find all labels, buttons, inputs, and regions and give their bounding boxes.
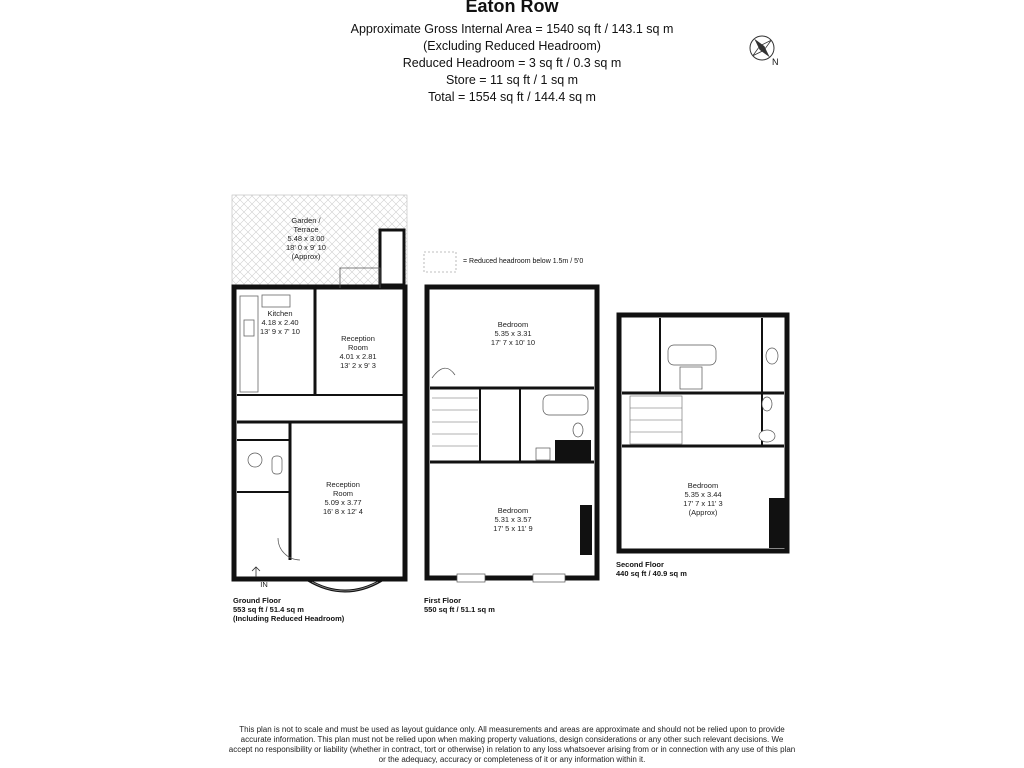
garden-label-line-1: Garden / <box>291 216 321 225</box>
kitchen-label-line-2: 4.18 x 2.40 <box>261 318 299 327</box>
first-floor-plan <box>424 287 597 614</box>
kitchen-label-line-1: Kitchen <box>267 309 293 318</box>
sf-bedroom-label-line-2: 5.35 x 3.44 <box>684 490 722 499</box>
garden-label-line-3: 5.48 x 3.00 <box>287 234 325 243</box>
reception-2-label-line-4: 16' 8 x 12' 4 <box>323 507 363 516</box>
sf-bedroom-label-line-1: Bedroom <box>687 481 719 490</box>
second-floor-name: Second Floor <box>616 560 664 569</box>
ground-floor-name: Ground Floor <box>233 596 281 605</box>
area-line-store: Store = 11 sq ft / 1 sq m <box>445 73 579 87</box>
sf-bedroom-label-line-3: 17' 7 x 11' 3 <box>683 499 723 508</box>
ff-bedroom-1-label-line-1: Bedroom <box>497 320 529 329</box>
reception-2-label-line-2: Room <box>332 489 354 498</box>
ff-bedroom-1-label-line-2: 5.35 x 3.31 <box>494 329 532 338</box>
compass-north-label: N <box>772 57 779 67</box>
ff-bedroom-2-label-line-2: 5.31 x 3.57 <box>494 515 532 524</box>
reception-1-label-line-4: 13' 2 x 9' 3 <box>340 361 376 370</box>
reception-1-label-line-1: Reception <box>341 334 375 343</box>
area-line-reduced: Reduced Headroom = 3 sq ft / 0.3 sq m <box>402 56 622 70</box>
entrance-label: IN <box>260 580 268 589</box>
second-floor-plan <box>616 315 787 578</box>
disclaimer-text: This plan is not to scale and must be used as layout guidance only. All measurements and areas are approximate and should not be relied upon to provide accurate information. This plan must not be relied upon when making property valuations, design considerations or any other such relevant decisions. We accept no responsibility or liability (whether in contract, tort or otherwise) in relation to any loss whatsoever arising from or in connection with any use of this plan or the adequacy, accuracy or completeness of it or any information within it. <box>228 725 796 764</box>
second-floor-area: 440 sq ft / 40.9 sq m <box>616 569 687 578</box>
sf-bedroom-label-line-4: (Approx) <box>688 508 718 517</box>
garden-label-line-5: (Approx) <box>291 252 321 261</box>
property-title: Eaton Row <box>465 0 559 16</box>
store-outline <box>380 230 404 285</box>
reception-1-label-line-2: Room <box>347 343 369 352</box>
ground-floor-note: (Including Reduced Headroom) <box>233 614 345 623</box>
area-line-gross: Approximate Gross Internal Area = 1540 sq ft / 143.1 sq m <box>350 22 674 36</box>
ff-bedroom-1-label-line-3: 17' 7 x 10' 10 <box>490 338 536 347</box>
ff-bedroom-2-label-line-3: 17' 5 x 11' 9 <box>493 524 533 533</box>
reduced-headroom-swatch <box>424 252 456 272</box>
reduced-headroom-legend: = Reduced headroom below 1.5m / 5'0 <box>463 258 584 265</box>
reception-2-label-line-3: 5.09 x 3.77 <box>324 498 362 507</box>
reception-2-label-line-1: Reception <box>326 480 360 489</box>
ground-floor-plan <box>232 195 407 623</box>
reception-1-label-line-3: 4.01 x 2.81 <box>339 352 377 361</box>
ff-bedroom-2-label-line-1: Bedroom <box>497 506 529 515</box>
area-line-total: Total = 1554 sq ft / 144.4 sq m <box>428 90 596 104</box>
ground-floor-area: 553 sq ft / 51.4 sq m <box>233 605 304 614</box>
garden-label-line-2: Terrace <box>293 225 319 234</box>
area-line-excluding: (Excluding Reduced Headroom) <box>423 39 601 53</box>
garden-label-line-4: 18' 0 x 9' 10 <box>286 243 326 252</box>
first-floor-area: 550 sq ft / 51.1 sq m <box>424 605 495 614</box>
first-floor-name: First Floor <box>424 596 462 605</box>
kitchen-label-line-3: 13' 9 x 7' 10 <box>260 327 300 336</box>
